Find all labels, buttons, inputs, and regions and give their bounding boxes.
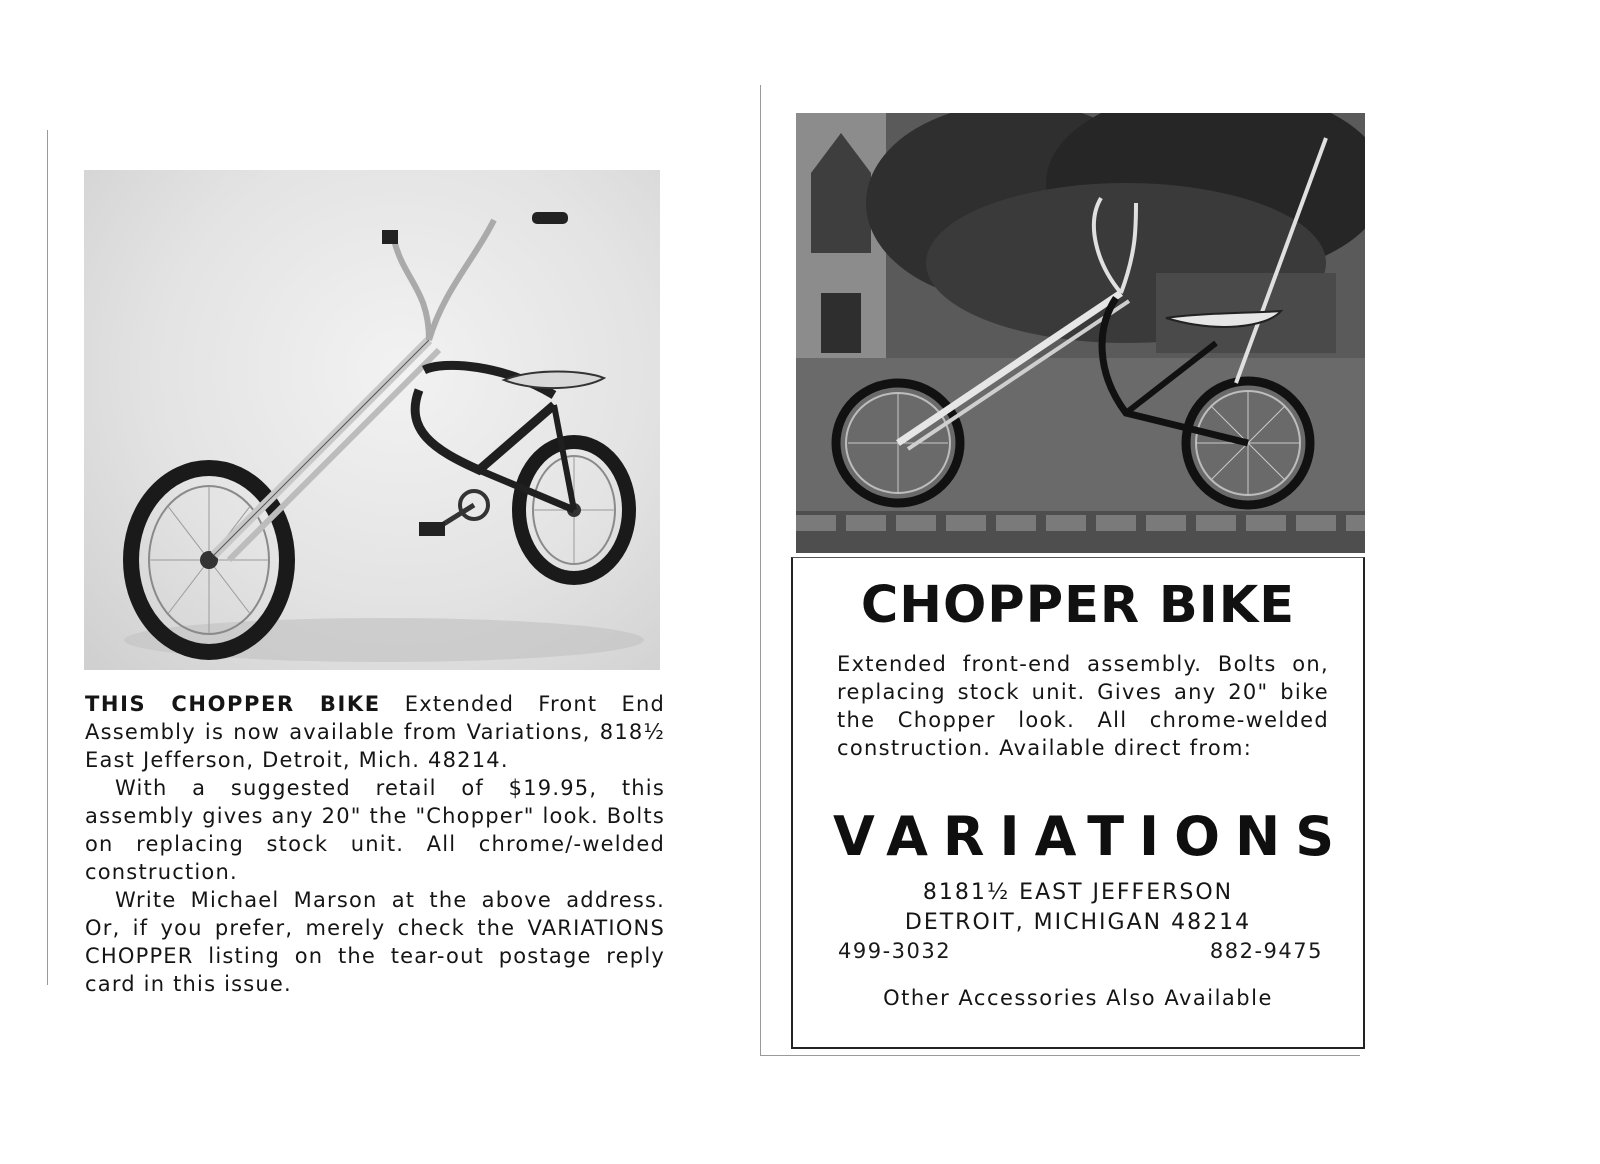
left-paragraph-2: With a suggested retail of $19.95, this assembly gives any 20" the "Chopper" look. Bolts on replacing stock unit. All chrome/-welded construction. (85, 776, 665, 884)
right-bike-photo (796, 113, 1365, 553)
left-paragraph-3: Write Michael Marson at the above address. Or, if you prefer, merely check the VARIATIONS CHOPPER listing on the tear-out postage reply card in this issue. (85, 888, 665, 996)
right-ad-box (791, 557, 1365, 1049)
right-bike-illustration (796, 113, 1365, 553)
right-clipping-bottom-edge (760, 1055, 1360, 1056)
ad-phone-1: 499-3032 (838, 939, 952, 963)
right-clipping-edge (760, 85, 761, 1055)
left-lead-heading: THIS CHOPPER BIKE (85, 692, 381, 716)
ad-footer-note: Other Accessories Also Available (883, 986, 1273, 1010)
left-paragraph-1 (85, 690, 665, 774)
left-article-text (85, 690, 665, 998)
ad-description: Extended front-end assembly. Bolts on, replacing stock unit. Gives any 20" bike the Chopper look. All chrome-welded construction. Available direct from: (837, 652, 1329, 760)
left-paragraph-1-body: Extended Front End Assembly is now available from Variations, 818½ East Jefferson, Detroit, Mich. 48214. (85, 692, 665, 772)
left-bike-illustration (84, 170, 660, 670)
ad-brand-name: VARIATIONS (833, 805, 1350, 868)
left-clipping-edge (47, 130, 48, 985)
ad-address-city: DETROIT, MICHIGAN 48214 (904, 910, 1252, 935)
left-bike-photo (84, 170, 660, 670)
ad-phone-2: 882-9475 (1209, 939, 1323, 963)
ad-title: CHOPPER BIKE (860, 576, 1296, 635)
ad-address-street: 8181½ EAST JEFFERSON (922, 880, 1234, 905)
